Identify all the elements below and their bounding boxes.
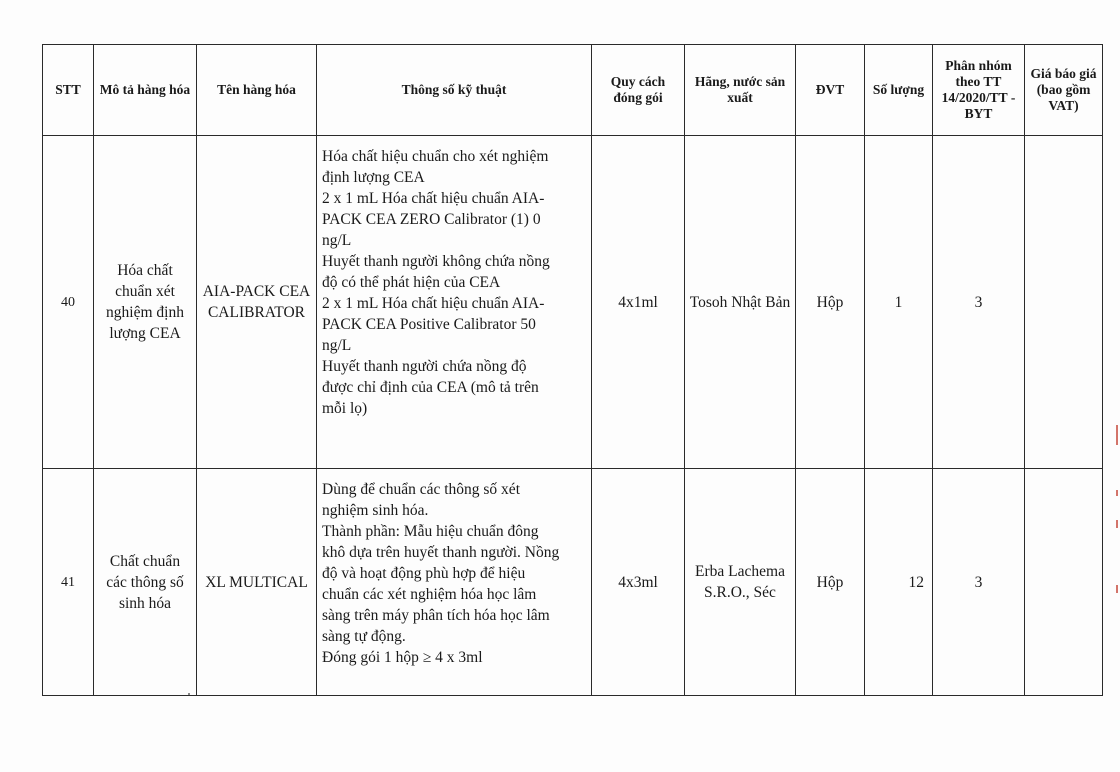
header-so-luong: Số lượng [865,45,933,136]
spec-line: nghiệm sinh hóa. [322,502,429,519]
table-header-row [43,45,1103,136]
spec-line: Dùng để chuẩn các thông số xét [322,481,520,498]
spec-line: PACK CEA Positive Calibrator 50 [322,316,536,333]
page-edge-mark [1116,490,1118,496]
row-packaging: 4x1ml [592,136,685,469]
header-stt: STT [43,45,94,136]
spec-line: độ có thể phát hiện của CEA [322,274,501,291]
table-row [43,136,1103,469]
scan-speck [188,693,190,695]
spec-line: Đóng gói 1 hộp ≥ 4 x 3ml [322,649,483,666]
header-mo-ta: Mô tả hàng hóa [94,45,197,136]
spec-line: 2 x 1 mL Hóa chất hiệu chuẩn AIA- [322,295,545,312]
header-hang-nuoc: Hãng, nước sản xuất [685,45,796,136]
spec-line: được chỉ định của CEA (mô tả trên [322,379,539,396]
row-quantity: 1 [865,136,933,469]
row-price [1025,469,1103,696]
spec-line: Huyết thanh người chứa nồng độ [322,358,527,375]
spec-line: 2 x 1 mL Hóa chất hiệu chuẩn AIA- [322,190,545,207]
spec-line: sàng trên máy phân tích hóa học lâm [322,607,550,624]
row-price [1025,136,1103,469]
header-thong-so: Thông số kỹ thuật [317,45,592,136]
spec-line: chuẩn các xét nghiệm hóa học lâm [322,586,537,603]
page-edge-mark [1116,585,1118,593]
row-quantity: 12 [865,469,933,696]
spec-line: sàng tự động. [322,628,406,645]
spec-line: khô dựa trên huyết thanh người. Nồng [322,544,560,561]
page-edge-mark [1116,520,1118,528]
row-stt: 41 [43,469,94,696]
row-group: 3 [933,469,1025,696]
table-row [43,469,1103,696]
header-dvt: ĐVT [796,45,865,136]
spec-line: độ và hoạt động phù hợp để hiệu [322,565,526,582]
spec-line: ng/L [322,337,352,354]
page-edge-mark [1116,425,1118,445]
row-group: 3 [933,136,1025,469]
row-packaging: 4x3ml [592,469,685,696]
header-quy-cach: Quy cách đóng gói [592,45,685,136]
row-manufacturer: Erba Lachema S.R.O., Séc [685,469,796,696]
spec-line: ng/L [322,232,352,249]
spec-line: Huyết thanh người không chứa nồng [322,253,550,270]
row-description: Chất chuẩn các thông số sinh hóa [94,469,197,696]
header-ten-hang: Tên hàng hóa [197,45,317,136]
spec-line: PACK CEA ZERO Calibrator (1) 0 [322,211,541,228]
spec-line: mỗi lọ) [322,400,368,417]
spec-line: Thành phần: Mẫu hiệu chuẩn đông [322,523,539,540]
row-stt: 40 [43,136,94,469]
row-specification [317,469,592,696]
product-spec-table [42,44,1103,696]
row-product-name: AIA-PACK CEA CALIBRATOR [197,136,317,469]
row-unit: Hộp [796,469,865,696]
spec-line: định lượng CEA [322,169,425,186]
header-phan-nhom: Phân nhóm theo TT 14/2020/TT -BYT [933,45,1025,136]
row-specification [317,136,592,469]
row-manufacturer: Tosoh Nhật Bản [685,136,796,469]
header-gia-bao: Giá báo giá (bao gồm VAT) [1025,45,1103,136]
row-description: Hóa chất chuẩn xét nghiệm định lượng CEA [94,136,197,469]
row-product-name: XL MULTICAL [197,469,317,696]
spec-line: Hóa chất hiệu chuẩn cho xét nghiệm [322,148,549,165]
row-unit: Hộp [796,136,865,469]
